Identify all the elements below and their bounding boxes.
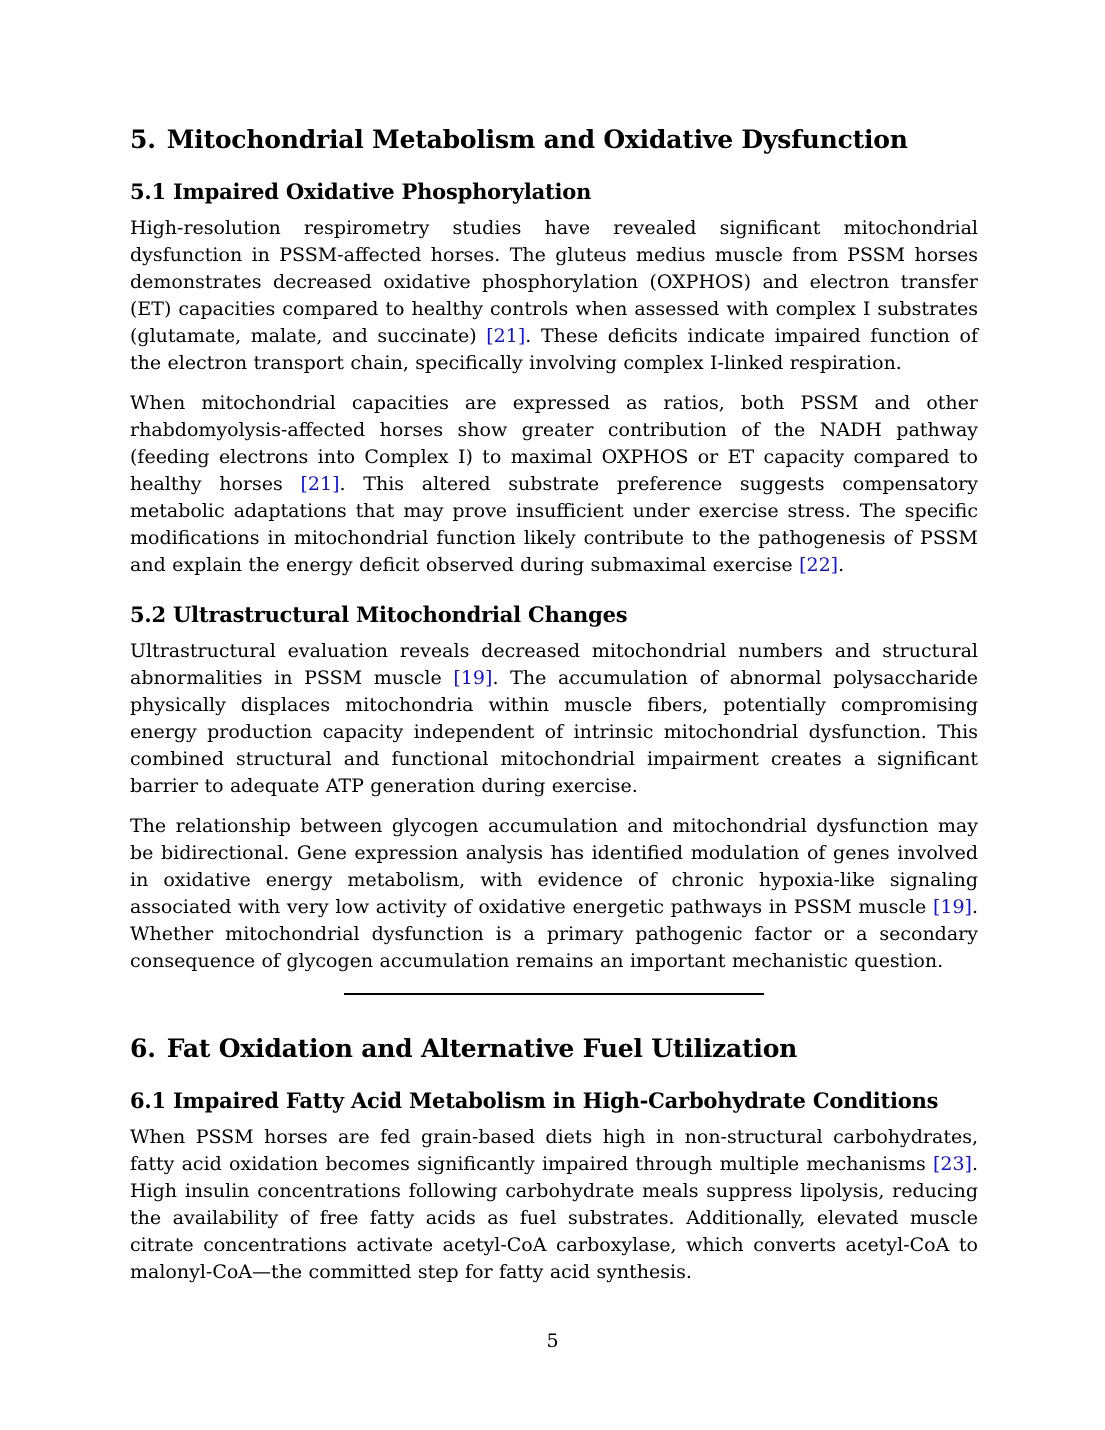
heading-number: 5. [130,125,156,154]
heading-title: Impaired Fatty Acid Metabolism in High-Carbohydrate Conditions [172,1088,939,1113]
section-heading [130,124,978,156]
body-paragraph: The relationship between glycogen accumulation and mitochondrial dysfunction may be bidirectional. Gene expression analysis has identified modulation of genes involved in oxidative energy metabolism, with evidence of chronic hypoxia-like signaling associated with very low activity of oxidative energetic pathways in PSSM muscle [19]. Whether mitochondrial dysfunction is a primary pathogenic factor or a secondary consequence of glycogen accumulation remains an important mechanistic question. [130,815,978,972]
heading-title: Fat Oxidation and Alternative Fuel Utilization [166,1034,798,1063]
citation-link[interactable]: [19] [932,896,972,918]
body-paragraph: Ultrastructural evaluation reveals decreased mitochondrial numbers and structural abnormalities in PSSM muscle [19]. The accumulation of abnormal polysaccharide physically displaces mitochondria within muscle fibers, potentially compromising energy production capacity independent of intrinsic mitochondrial dysfunction. This combined structural and functional mitochondrial impairment creates a significant barrier to adequate ATP generation during exercise. [130,640,978,797]
subsection-heading [130,1087,978,1114]
citation-link[interactable]: [21] [486,325,526,347]
body-paragraph: When PSSM horses are fed grain-based diets high in non-structural carbohydrates, fatty acid oxidation becomes significantly impaired through multiple mechanisms [23]. High insulin concentrations following carbohydrate meals suppress lipolysis, reducing the availability of free fatty acids as fuel substrates. Additionally, elevated muscle citrate concentrations activate acetyl-CoA carboxylase, which converts acetyl-CoA to malonyl-CoA—the committed step for fatty acid synthesis. [130,1126,978,1283]
citation-link[interactable]: [21] [300,473,340,495]
citation-link[interactable]: [22] [799,554,839,576]
page-number: 5 [546,1330,559,1352]
subsection-heading [130,178,978,205]
section-divider-rule [344,993,764,995]
heading-number: 5.2 [130,602,166,627]
subsection-heading [130,601,978,628]
heading-title: Ultrastructural Mitochondrial Changes [172,602,628,627]
body-paragraph: When mitochondrial capacities are expressed as ratios, both PSSM and other rhabdomyolysis-affected horses show greater contribution of the NADH pathway (feeding electrons into Complex I) to maximal OXPHOS or ET capacity compared to healthy horses [21]. This altered substrate preference suggests compensatory metabolic adaptations that may prove insufficient under exercise stress. The specific modifications in mitochondrial function likely contribute to the pathogenesis of PSSM and explain the energy deficit observed during submaximal exercise [22]. [130,392,978,576]
citation-link[interactable]: [23] [932,1153,972,1175]
heading-number: 6. [130,1034,156,1063]
heading-number: 5.1 [130,179,166,204]
citation-link[interactable]: [19] [453,667,493,689]
page-footer [0,1328,1105,1355]
body-paragraph: High-resolution respirometry studies have revealed significant mitochondrial dysfunction in PSSM-affected horses. The gluteus medius muscle from PSSM horses demonstrates decreased oxidative phosphorylation (OXPHOS) and electron transfer (ET) capacities compared to healthy controls when assessed with complex I substrates (glutamate, malate, and succinate) [21]. These deficits indicate impaired function of the electron transport chain, specifically involving complex I-linked respiration. [130,217,978,374]
heading-title: Impaired Oxidative Phosphorylation [172,179,592,204]
page-content [130,124,978,1299]
heading-number: 6.1 [130,1088,166,1113]
section-heading [130,1033,978,1065]
heading-title: Mitochondrial Metabolism and Oxidative Dysfunction [166,125,908,154]
